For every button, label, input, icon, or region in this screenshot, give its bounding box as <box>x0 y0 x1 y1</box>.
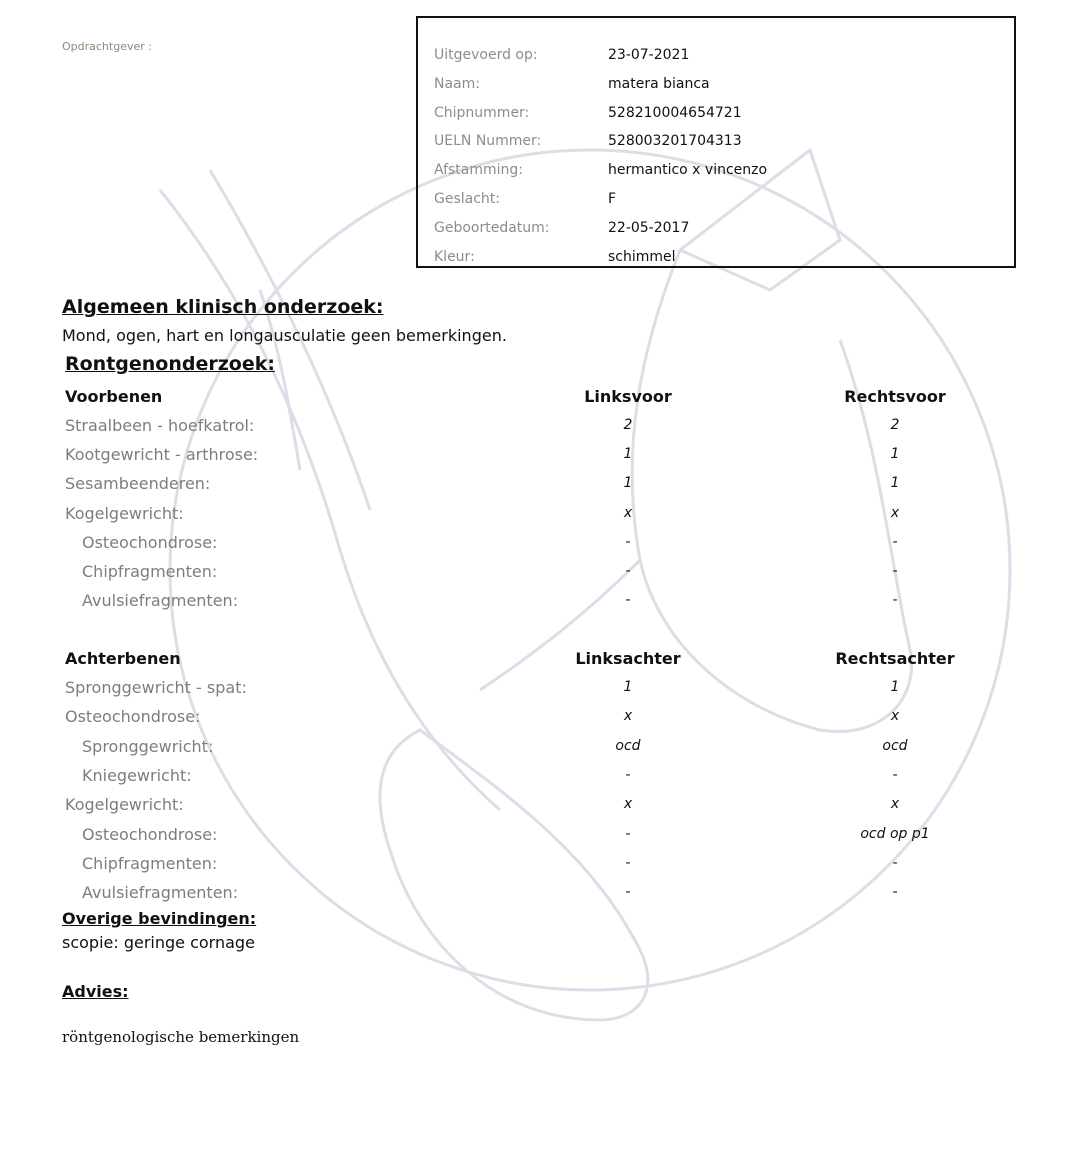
front-right-column-header: Rechtsvoor <box>844 387 946 406</box>
finding-label: Kniegewricht: <box>82 765 192 785</box>
right-value-cell: - <box>892 592 898 609</box>
info-value: F <box>608 191 617 207</box>
right-value-cell: 1 <box>890 446 900 463</box>
finding-label: Spronggewricht: <box>82 736 214 756</box>
left-value-cell: - <box>625 563 631 579</box>
left-value-cell: - <box>625 766 631 783</box>
info-label: Geboortedatum: <box>434 219 550 236</box>
hind-legs-title: Achterbenen <box>65 649 181 668</box>
advice-heading: Advies: <box>62 982 129 1001</box>
right-value-cell: x <box>890 708 900 725</box>
finding-label: Osteochondrose: <box>82 532 218 552</box>
left-value-cell: x <box>623 708 633 725</box>
other-findings-text: scopie: geringe cornage <box>62 933 255 952</box>
hind-right-column-header: Rechtsachter <box>835 649 955 668</box>
other-findings-heading: Overige bevindingen: <box>62 909 257 928</box>
hind-left-column-header: Linksachter <box>575 649 681 668</box>
left-value-cell: 1 <box>623 446 633 463</box>
right-value-cell: 1 <box>890 475 900 492</box>
left-value-cell: x <box>623 504 633 521</box>
finding-label: Straalbeen - hoefkatrol: <box>65 416 255 435</box>
right-value-cell: - <box>892 533 898 550</box>
info-label: Naam: <box>434 75 480 92</box>
finding-label: Kogelgewricht: <box>65 795 184 815</box>
right-value-cell: - <box>892 766 898 783</box>
client-label: Opdrachtgever : <box>62 40 152 53</box>
left-value-cell: 1 <box>623 475 633 492</box>
info-value: 23-07-2021 <box>608 47 690 63</box>
clinical-heading: Algemeen klinisch onderzoek: <box>62 296 384 318</box>
finding-label: Avulsiefragmenten: <box>82 591 239 611</box>
finding-label: Sesambeenderen: <box>65 474 211 494</box>
clinical-text: Mond, ogen, hart en longausculatie geen bemerkingen. <box>62 326 507 345</box>
info-value: schimmel <box>608 248 676 265</box>
info-value: 528003201704313 <box>608 133 742 150</box>
xray-heading: Rontgenonderzoek: <box>65 353 275 375</box>
info-label: Kleur: <box>434 248 475 265</box>
front-left-column-header: Linksvoor <box>584 387 672 406</box>
left-value-cell: ocd <box>615 737 641 754</box>
left-value-cell: - <box>625 592 631 609</box>
info-label: Chipnummer: <box>434 104 530 121</box>
finding-label: Osteochondrose: <box>65 707 201 727</box>
finding-label: Osteochondrose: <box>82 824 218 844</box>
left-value-cell: x <box>623 796 633 813</box>
finding-label: Chipfragmenten: <box>82 562 218 581</box>
right-value-cell: ocd <box>882 737 908 754</box>
right-value-cell: - <box>892 563 898 579</box>
finding-label: Kootgewricht - arthrose: <box>65 445 259 465</box>
right-value-cell: 2 <box>890 417 900 433</box>
front-legs-title: Voorbenen <box>65 387 163 406</box>
left-value-cell: - <box>625 533 631 550</box>
right-value-cell: 1 <box>890 679 900 695</box>
info-label: Afstamming: <box>434 162 524 179</box>
finding-label: Spronggewricht - spat: <box>65 678 247 697</box>
finding-label: Avulsiefragmenten: <box>82 883 239 903</box>
finding-label: Kogelgewricht: <box>65 503 184 523</box>
right-value-cell: - <box>892 854 898 871</box>
info-value: matera bianca <box>608 75 710 92</box>
info-value: 22-05-2017 <box>608 219 690 236</box>
right-value-cell: x <box>890 504 900 521</box>
info-value: 528210004654721 <box>608 104 742 121</box>
horse-info-box <box>416 16 1016 268</box>
info-value: hermantico x vincenzo <box>608 162 768 179</box>
left-value-cell: - <box>625 854 631 871</box>
right-value-cell: - <box>892 884 898 901</box>
left-value-cell: - <box>625 825 631 842</box>
info-label: Uitgevoerd op: <box>434 47 538 63</box>
info-label: Geslacht: <box>434 191 501 207</box>
finding-label: Chipfragmenten: <box>82 853 218 873</box>
left-value-cell: 1 <box>623 679 633 695</box>
right-value-cell: x <box>890 796 900 813</box>
advice-text: röntgenologische bemerkingen <box>62 1028 300 1046</box>
left-value-cell: - <box>625 884 631 901</box>
right-value-cell: ocd op p1 <box>860 825 930 842</box>
left-value-cell: 2 <box>623 417 633 433</box>
info-label: UELN Nummer: <box>434 133 542 150</box>
